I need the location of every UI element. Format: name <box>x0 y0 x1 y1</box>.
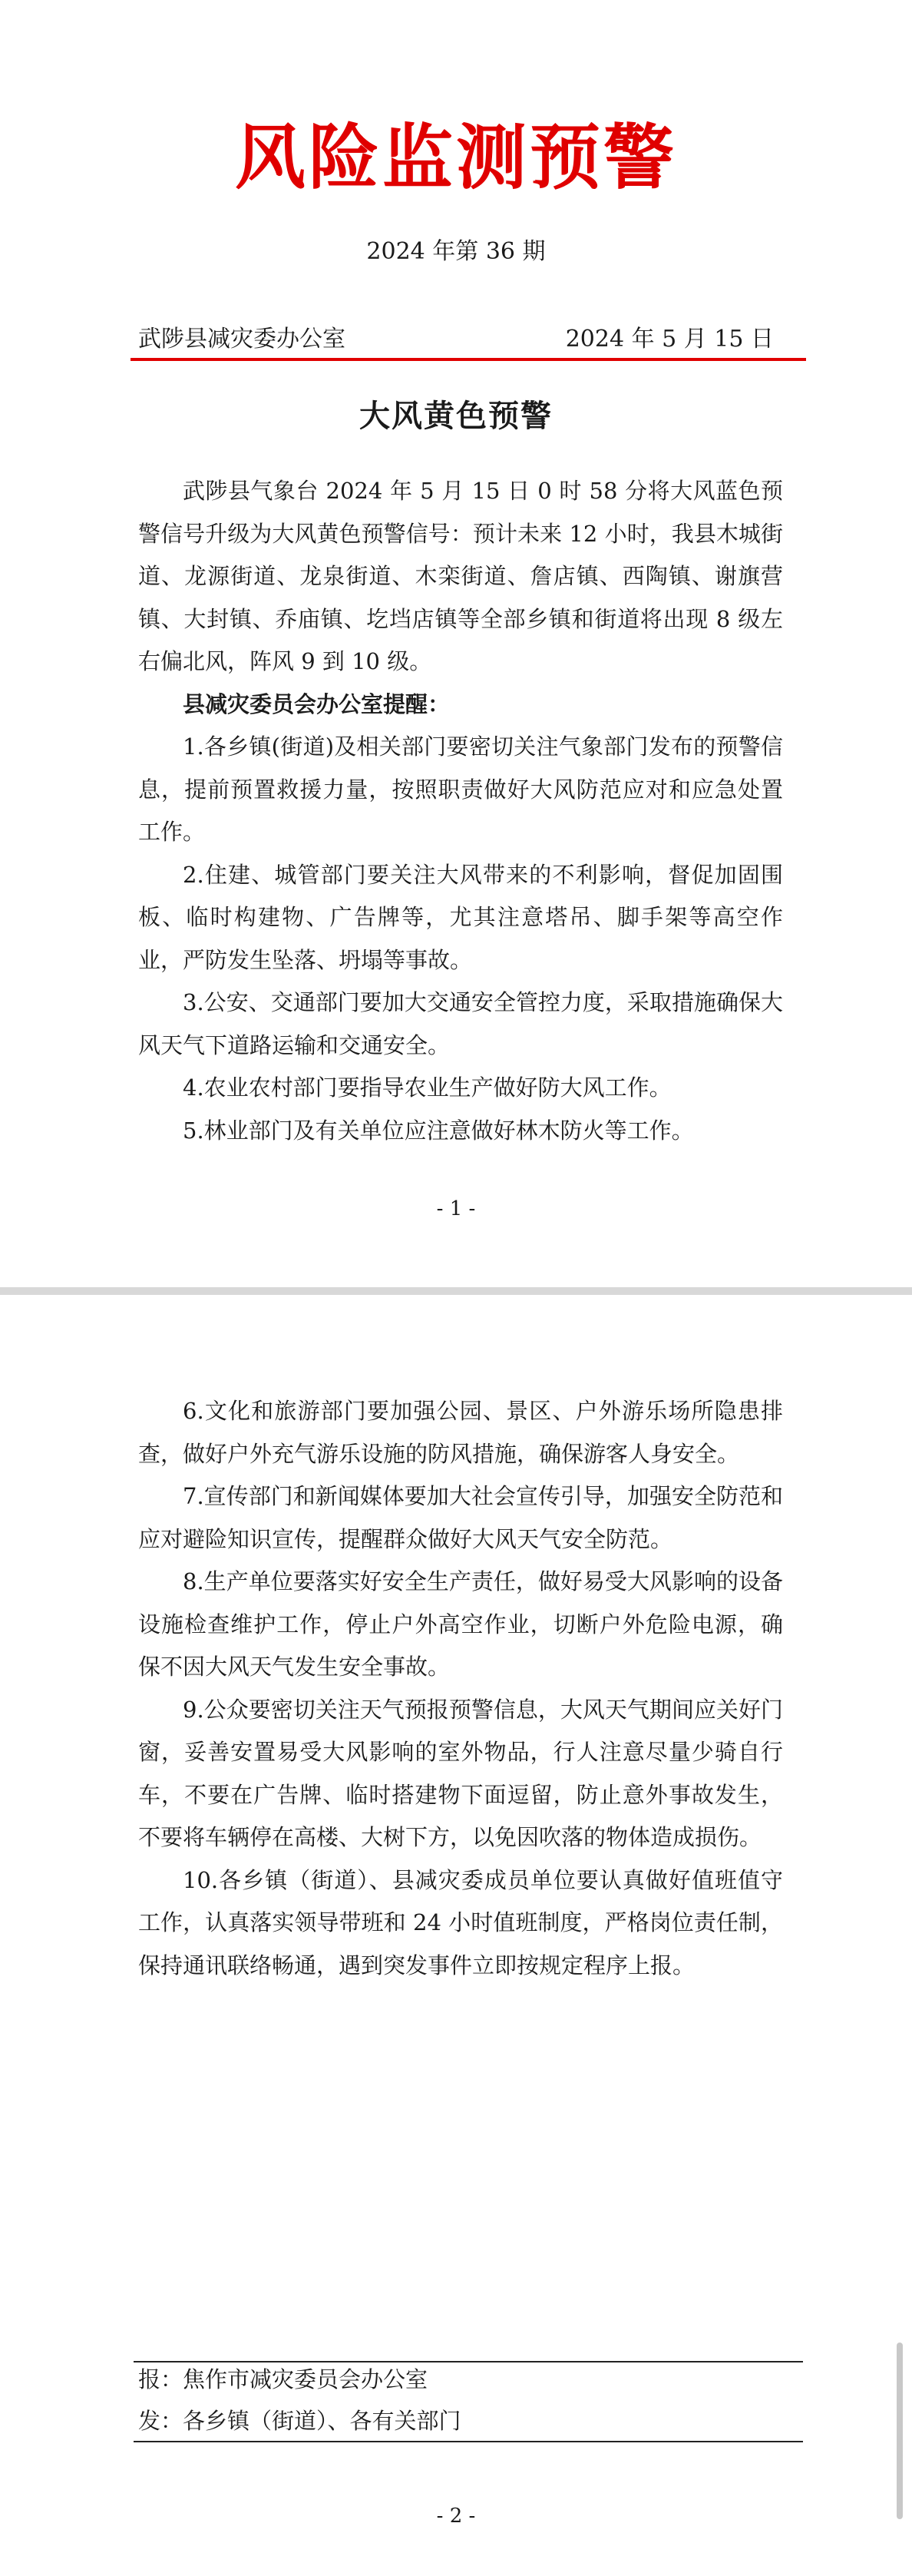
masthead-title: 风险监测预警 <box>234 116 677 199</box>
document-title: 大风黄色预警 <box>359 398 553 434</box>
reminder-item-6: 6.文化和旅游部门要加强公园、景区、户外游乐场所隐患排查，做好户外充气游乐设施的防风措施，确保游客人身安全。 <box>138 1398 783 1467</box>
reminder-item-2: 2.住建、城管部门要关注大风带来的不利影响，督促加固围板、临时构建物、广告牌等，尤其注意塔吊、脚手架等高空作业，严防发生坠落、坍塌等事故。 <box>138 861 783 973</box>
document-page-1 <box>0 0 912 1271</box>
page-separator <box>0 1287 912 1295</box>
footer-top-rule <box>134 2361 803 2362</box>
issue-number: 2024 年第 36 期 <box>366 238 546 265</box>
report-to-line: 报：焦作市减灾委员会办公室 <box>138 2366 428 2392</box>
intro-paragraph: 武陟县气象台 2024 年 5 月 15 日 0 时 58 分将大风蓝色预警信号升级为大风黄色预警信号：预计未来 12 小时，我县木城街道、龙源街道、龙泉街道、木栾街道、詹店镇、西陶镇、谢旗营镇、大封镇、乔庙镇、圪垱店镇等全部乡镇和街道将出现 8 级左右偏北风，阵风 9 到 10 级。 <box>138 478 783 674</box>
scrollbar-thumb[interactable] <box>897 2343 903 2519</box>
reminder-heading: 县减灾委员会办公室提醒： <box>183 690 451 717</box>
page2-body <box>138 1390 783 1987</box>
send-to-line: 发：各乡镇（街道）、各有关部门 <box>138 2408 461 2434</box>
reminder-item-7: 7.宣传部门和新闻媒体要加大社会宣传引导，加强安全防范和应对避险知识宣传，提醒群众做好大风天气安全防范。 <box>138 1483 783 1552</box>
reminder-item-1: 1.各乡镇(街道)及相关部门要密切关注气象部门发布的预警信息，提前预置救援力量，按照职责做好大风防范应对和应急处置工作。 <box>138 733 783 845</box>
page1-body <box>138 470 783 1152</box>
document-page-2 <box>0 1306 912 2576</box>
page-number-1: - 1 - <box>436 1197 476 1220</box>
reminder-item-9: 9.公众要密切关注天气预报预警信息，大风天气期间应关好门窗，妥善安置易受大风影响的室外物品，行人注意尽量少骑自行车，不要在广告牌、临时搭建物下面逗留，防止意外事故发生，不要将车辆停在高楼、大树下方，以免因吹落的物体造成损伤。 <box>138 1696 783 1850</box>
issuing-office: 武陟县减灾委办公室 <box>138 326 345 353</box>
reminder-item-8: 8.生产单位要落实好安全生产责任，做好易受大风影响的设备设施检查维护工作，停止户外高空作业，切断户外危险电源，确保不因大风天气发生安全事故。 <box>138 1568 783 1680</box>
reminder-item-10: 10.各乡镇（街道）、县减灾委成员单位要认真做好值班值守工作，认真落实领导带班和 24 小时值班制度，严格岗位责任制，保持通讯联络畅通，遇到突发事件立即按规定程序上报。 <box>138 1866 783 1978</box>
issue-date: 2024 年 5 月 15 日 <box>565 326 774 353</box>
red-divider <box>131 358 806 361</box>
reminder-item-5: 5.林业部门及有关单位应注意做好林木防火等工作。 <box>183 1117 694 1144</box>
reminder-item-3: 3.公安、交通部门要加大交通安全管控力度，采取措施确保大风天气下道路运输和交通安全。 <box>138 989 783 1058</box>
reminder-item-4: 4.农业农村部门要指导农业生产做好防大风工作。 <box>183 1074 672 1101</box>
page-number-2: - 2 - <box>436 2505 476 2528</box>
footer-bottom-rule <box>134 2441 803 2442</box>
